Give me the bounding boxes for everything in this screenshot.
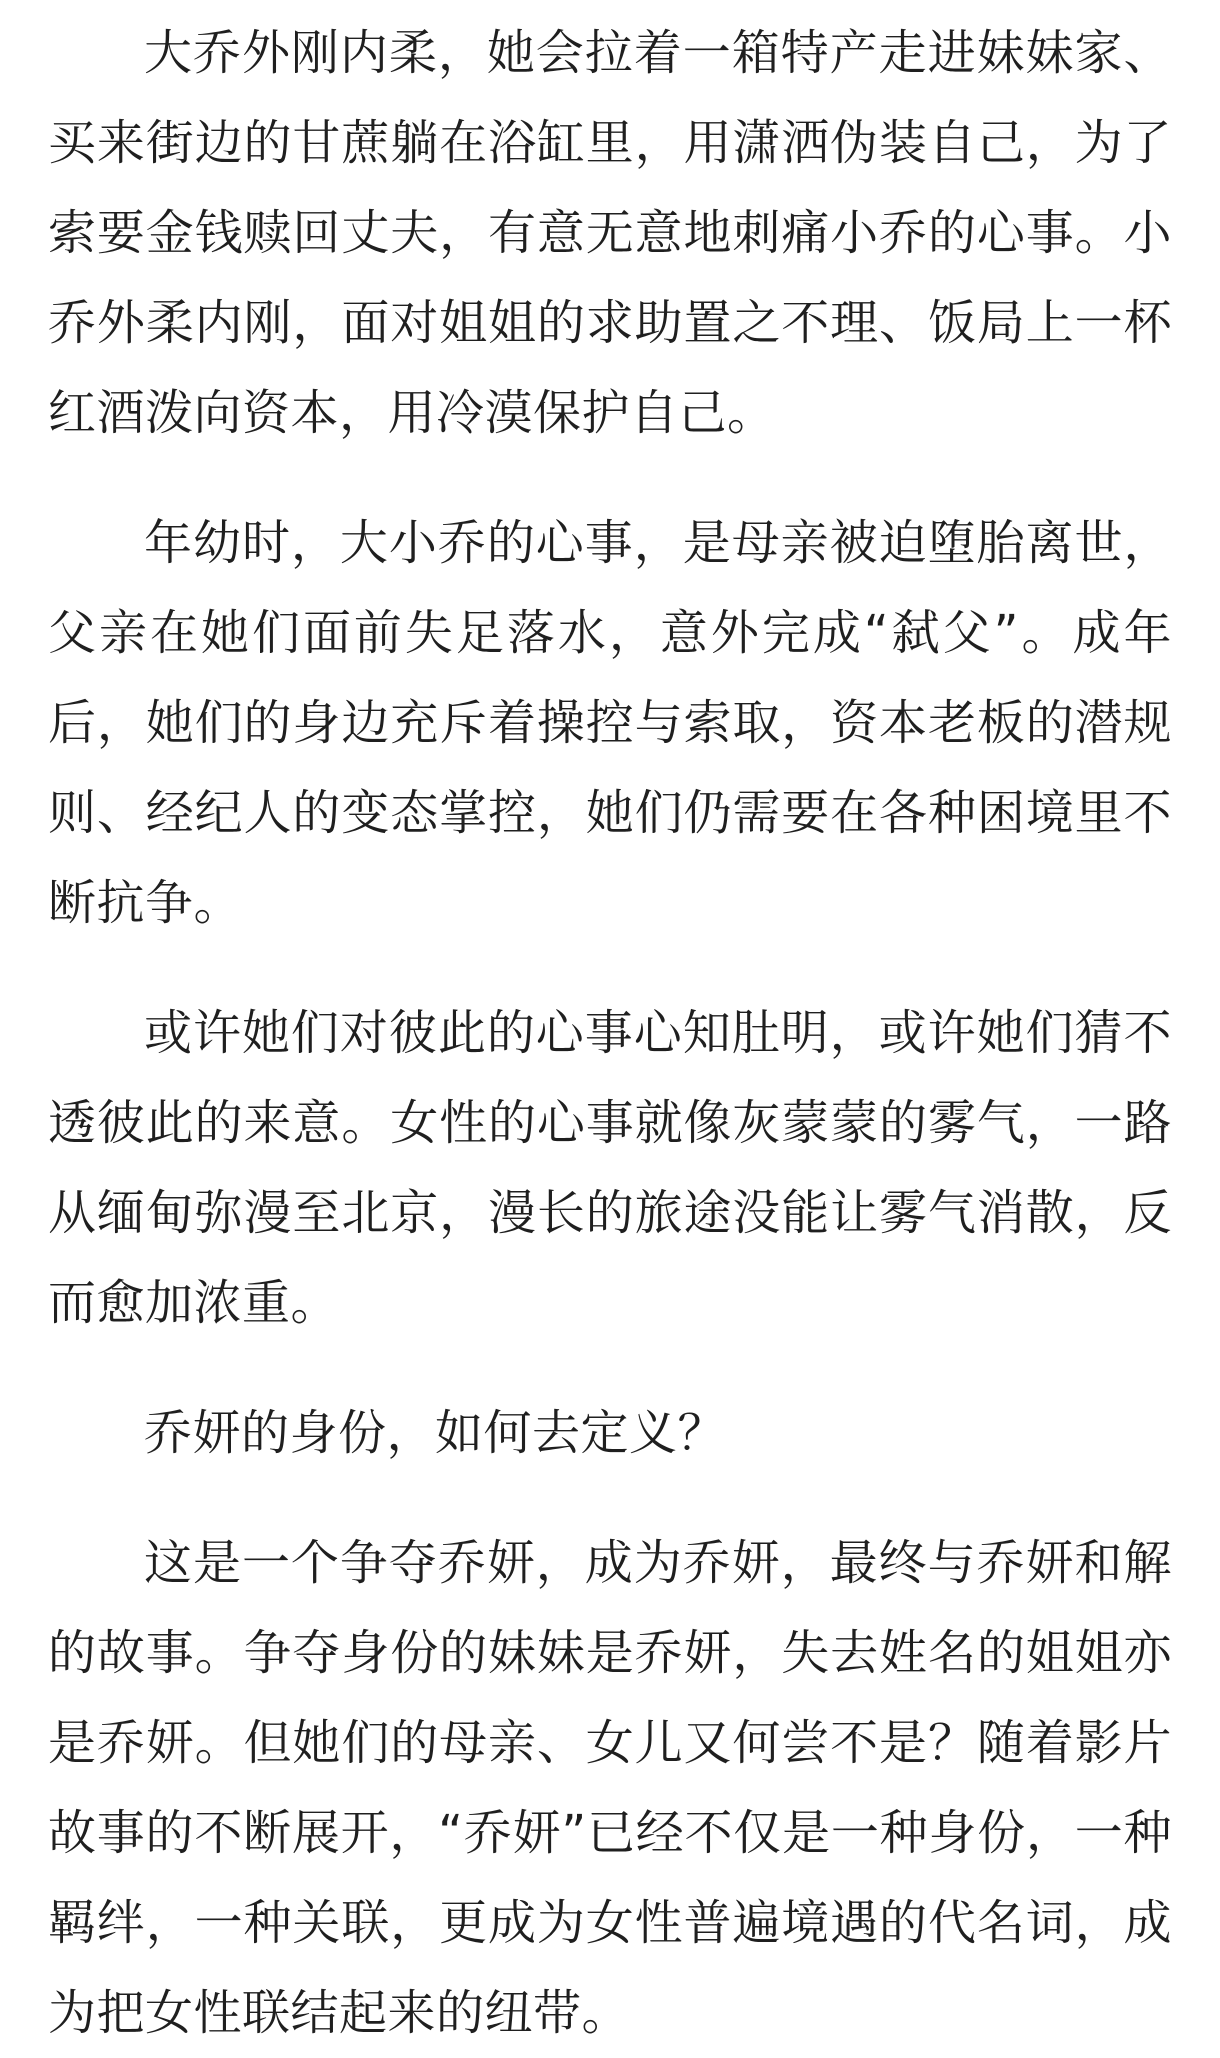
paragraph-5: 这是一个争夺乔妍，成为乔妍，最终与乔妍和解的故事。争夺身份的妹妹是乔妍，失去姓名的姐姐亦是乔妍。但她们的母亲、女儿又何尝不是？随着影片故事的不断展开，“乔妍”已经不仅是一种身份，一种羁绊，一种关联，更成为女性普遍境遇的代名词，成为把女性联结起来的纽带。 [48, 1535, 1172, 2041]
paragraph-2: 年幼时，大小乔的心事，是母亲被迫堕胎离世，父亲在她们面前失足落水，意外完成“弑父”。成年后，她们的身边充斥着操控与索取，资本老板的潜规则、经纪人的变态掌控，她们仍需要在各种困境里不断抗争。 [48, 515, 1172, 931]
paragraph-1: 大乔外刚内柔，她会拉着一箱特产走进妹妹家、买来街边的甘蔗躺在浴缸里，用潇洒伪装自己，为了索要金钱赎回丈夫，有意无意地刺痛小乔的心事。小乔外柔内刚，面对姐姐的求助置之不理、饭局上一杯红酒泼向资本，用冷漠保护自己。 [48, 25, 1172, 441]
article-body [48, 8, 1172, 2058]
paragraph-4: 乔妍的身份，如何去定义？ [144, 1405, 727, 1461]
paragraph-3: 或许她们对彼此的心事心知肚明，或许她们猜不透彼此的来意。女性的心事就像灰蒙蒙的雾气，一路从缅甸弥漫至北京，漫长的旅途没能让雾气消散，反而愈加浓重。 [48, 1005, 1172, 1331]
